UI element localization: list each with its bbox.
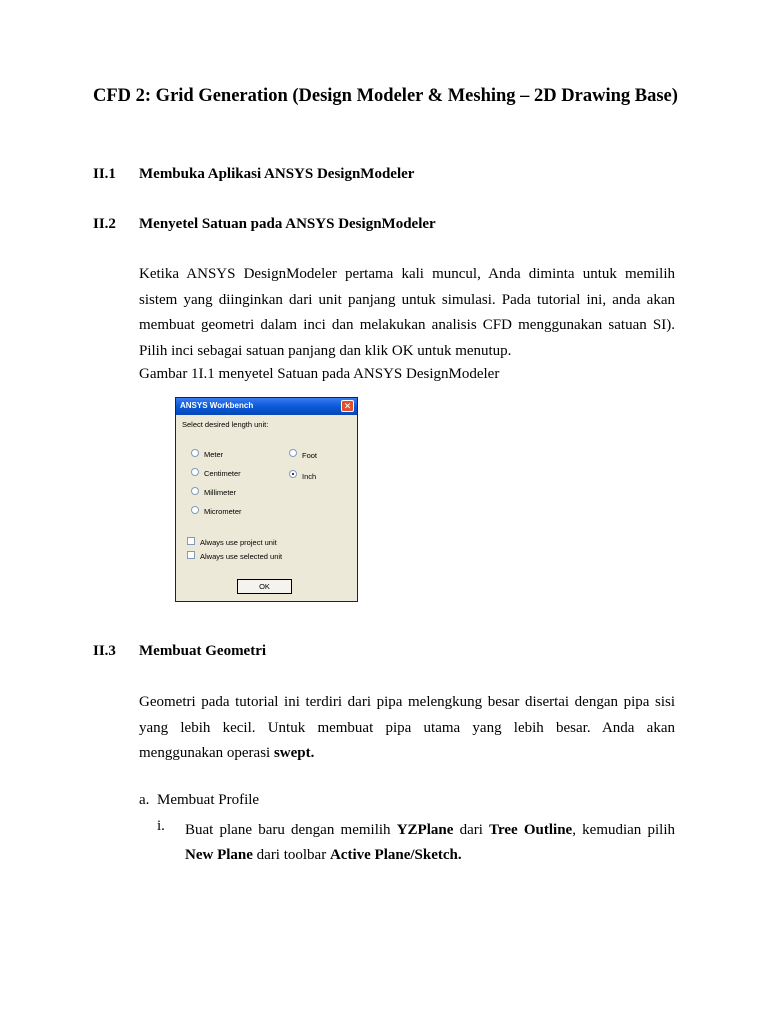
list-text: Buat plane baru dengan memilih (185, 822, 397, 838)
list-text: dari (453, 822, 490, 838)
radio-label: Foot (302, 451, 318, 460)
checkbox-project-unit[interactable] (187, 537, 195, 545)
radio-millimeter[interactable] (191, 487, 199, 495)
section-number: II.2 (93, 216, 116, 232)
paragraph-line: Pilih inci sebagai satuan panjang dan klik OK untuk menutup. (139, 342, 512, 359)
close-icon[interactable]: ✕ (341, 400, 354, 412)
bold-term: YZPlane (396, 822, 454, 838)
paragraph-text: menggunakan operasi (139, 745, 274, 761)
section-heading: Membuka Aplikasi ANSYS DesignModeler (139, 166, 415, 182)
list-text: dari toolbar (252, 847, 330, 863)
bold-term: Tree Outline (489, 822, 573, 838)
list-item (185, 818, 675, 868)
radio-foot[interactable] (289, 449, 297, 457)
radio-centimeter[interactable] (191, 468, 199, 476)
list-item-text: Membuat Profile (157, 792, 260, 808)
radio-label: Millimeter (204, 488, 237, 497)
bold-term: swept. (273, 745, 315, 761)
bold-term: New Plane (185, 847, 253, 863)
paragraph-line (139, 741, 675, 767)
dialog-title: ANSYS Workbench (180, 401, 254, 410)
dialog-titlebar (176, 398, 357, 415)
radio-label: Centimeter (204, 469, 241, 478)
radio-inch[interactable] (289, 470, 297, 478)
checkbox-label: Always use project unit (200, 538, 277, 547)
figure-caption: Gambar 1I.1 menyetel Satuan pada ANSYS DesignModeler (139, 366, 500, 382)
section-number: II.1 (93, 166, 116, 182)
list-item (139, 792, 259, 809)
list-text: , kemudian pilih (572, 822, 675, 838)
section-number: II.3 (93, 643, 116, 659)
paragraph-line: membuat geometri dalam inci dan melakukan analisis CFD menggunakan satuan SI). (139, 317, 675, 333)
radio-label: Inch (302, 472, 317, 481)
radio-label: Meter (204, 450, 224, 459)
paragraph-line: sistem yang diinginkan dari unit panjang untuk simulasi. Pada tutorial ini, anda akan (139, 291, 675, 308)
checkbox-selected-unit[interactable] (187, 551, 195, 559)
section-heading: Membuat Geometri (139, 643, 267, 659)
radio-micrometer[interactable] (191, 506, 199, 514)
list-marker: a. (139, 792, 150, 808)
document-title: CFD 2: Grid Generation (Design Modeler & Meshing – 2D Drawing Base) (93, 86, 678, 106)
section-heading: Menyetel Satuan pada ANSYS DesignModeler (139, 216, 436, 232)
list-marker: i. (157, 818, 165, 834)
bold-term: Active Plane/Sketch. (329, 847, 462, 863)
paragraph-line: Ketika ANSYS DesignModeler pertama kali muncul, Anda diminta untuk memilih (139, 266, 675, 282)
checkbox-label: Always use selected unit (200, 552, 283, 561)
ansys-unit-dialog (175, 397, 358, 602)
dialog-prompt: Select desired length unit: (182, 420, 269, 429)
paragraph-line: Geometri pada tutorial ini terdiri dari pipa melengkung besar disertai dengan pipa sisi (139, 694, 675, 710)
paragraph-line: yang lebih kecil. Untuk membuat pipa utama yang lebih besar. Anda akan (139, 719, 675, 736)
radio-meter[interactable] (191, 449, 199, 457)
ok-button[interactable]: OK (237, 579, 292, 594)
radio-label: Micrometer (204, 507, 242, 516)
